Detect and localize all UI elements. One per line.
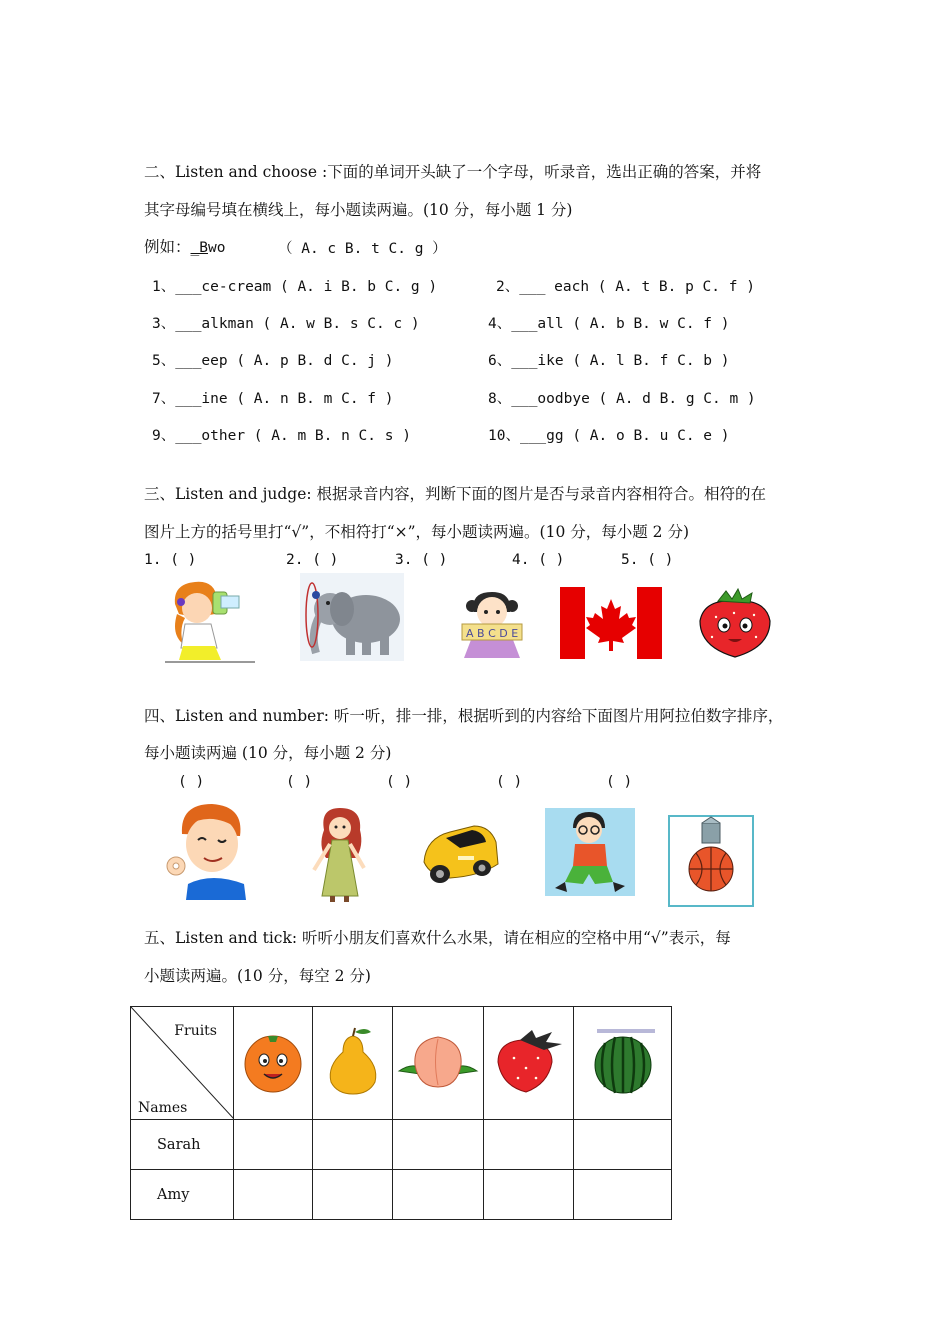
section-3-instruction-line2: 图片上方的括号里打“√”，不相符打“×”，每小题读两遍。(10 分，每小题 2 分): [144, 523, 690, 541]
question-4: 4、___all ( A. b B. w C. f ): [488, 316, 730, 332]
example-choices: （ A. c B. t C. g ）: [278, 241, 447, 257]
judge-bracket-3: 3. ( ): [395, 552, 448, 568]
number-bracket-1: ( ): [178, 774, 205, 790]
example-label: 例如：: [144, 238, 191, 256]
strawberry-face-image: [694, 587, 776, 659]
example-word: wo: [207, 240, 226, 256]
question-5: 5、___eep ( A. p B. d C. j ): [152, 353, 394, 369]
question-1: 1、___ce-cream ( A. i B. b C. g ): [152, 279, 438, 295]
tick-cell[interactable]: [574, 1170, 672, 1220]
judge-bracket-5: 5. ( ): [621, 552, 674, 568]
boy-glasses-image: [545, 808, 635, 896]
question-10: 10、___gg ( A. o B. u C. e ): [488, 428, 730, 444]
number-bracket-2: ( ): [286, 774, 313, 790]
girl-abcde-image: [440, 586, 544, 658]
judge-bracket-4: 4. ( ): [512, 552, 565, 568]
table-corner-cell: [131, 1007, 234, 1120]
fruit-pear-cell: [313, 1007, 393, 1120]
fruits-header: Fruits: [174, 1023, 217, 1039]
tick-cell[interactable]: [234, 1120, 313, 1170]
fruit-strawberry-cell: [484, 1007, 574, 1120]
elephant-image: [300, 573, 404, 661]
judge-bracket-2: 2. ( ): [286, 552, 339, 568]
svg-text:A B C D E: A B C D E: [466, 627, 519, 640]
tick-cell[interactable]: [484, 1120, 574, 1170]
example-row: [144, 235, 225, 257]
question-9: 9、___other ( A. m B. n C. s ): [152, 428, 411, 444]
orange-icon: [238, 1028, 308, 1094]
question-3: 3、___alkman ( A. w B. s C. c ): [152, 316, 420, 332]
girl-drinking-image: [165, 574, 255, 664]
section-2-instruction-line1: 二、Listen and choose :下面的单词开头缺了一个字母，听录音，选出正确的答案，并将: [144, 163, 762, 181]
watermelon-icon: [589, 1027, 657, 1095]
fruit-peach-cell: [393, 1007, 484, 1120]
girl-dress-image: [306, 806, 374, 902]
basketball-image: [668, 815, 754, 907]
names-header: Names: [138, 1100, 188, 1116]
fruit-table: [130, 1006, 672, 1220]
canada-flag-image: [560, 587, 662, 659]
strawberry-icon: [492, 1028, 566, 1094]
number-bracket-3: ( ): [386, 774, 413, 790]
section-5-instruction-line2: 小题读两遍。(10 分，每空 2 分): [144, 967, 371, 985]
section-3-instruction-line1: 三、Listen and judge: 根据录音内容，判断下面的图片是否与录音内容相符合。相符的在: [144, 485, 767, 503]
tick-cell[interactable]: [484, 1170, 574, 1220]
example-answer: _B: [190, 240, 208, 256]
tick-cell[interactable]: [393, 1170, 484, 1220]
pear-icon: [321, 1026, 385, 1096]
peach-icon: [397, 1031, 479, 1091]
fruit-watermelon-cell: [574, 1007, 672, 1120]
fruit-orange-cell: [234, 1007, 313, 1120]
question-6: 6、___ike ( A. l B. f C. b ): [488, 353, 730, 369]
judge-bracket-1: 1. ( ): [144, 552, 197, 568]
question-2: 2、___ each ( A. t B. p C. f ): [496, 279, 755, 295]
number-bracket-4: ( ): [496, 774, 523, 790]
boy-ok-image: [166, 800, 254, 900]
tick-cell[interactable]: [393, 1120, 484, 1170]
section-5-instruction-line1: 五、Listen and tick: 听听小朋友们喜欢什么水果，请在相应的空格中用“√”表示，每: [144, 929, 731, 947]
section-2-instruction-line2: 其字母编号填在横线上，每小题读两遍。(10 分，每小题 1 分): [144, 201, 573, 219]
section-4-instruction-line2: 每小题读两遍 (10 分，每小题 2 分): [144, 744, 392, 762]
tick-cell[interactable]: [313, 1170, 393, 1220]
tick-cell[interactable]: [234, 1170, 313, 1220]
yellow-car-image: [420, 812, 500, 890]
tick-cell[interactable]: [574, 1120, 672, 1170]
tick-cell[interactable]: [313, 1120, 393, 1170]
name-sarah: Sarah: [131, 1120, 234, 1170]
number-bracket-5: ( ): [606, 774, 633, 790]
section-4-instruction-line1: 四、Listen and number: 听一听，排一排，根据听到的内容给下面图片用阿拉伯数字排序，: [144, 707, 784, 725]
question-8: 8、___oodbye ( A. d B. g C. m ): [488, 391, 756, 407]
name-amy: Amy: [131, 1170, 234, 1220]
question-7: 7、___ine ( A. n B. m C. f ): [152, 391, 394, 407]
